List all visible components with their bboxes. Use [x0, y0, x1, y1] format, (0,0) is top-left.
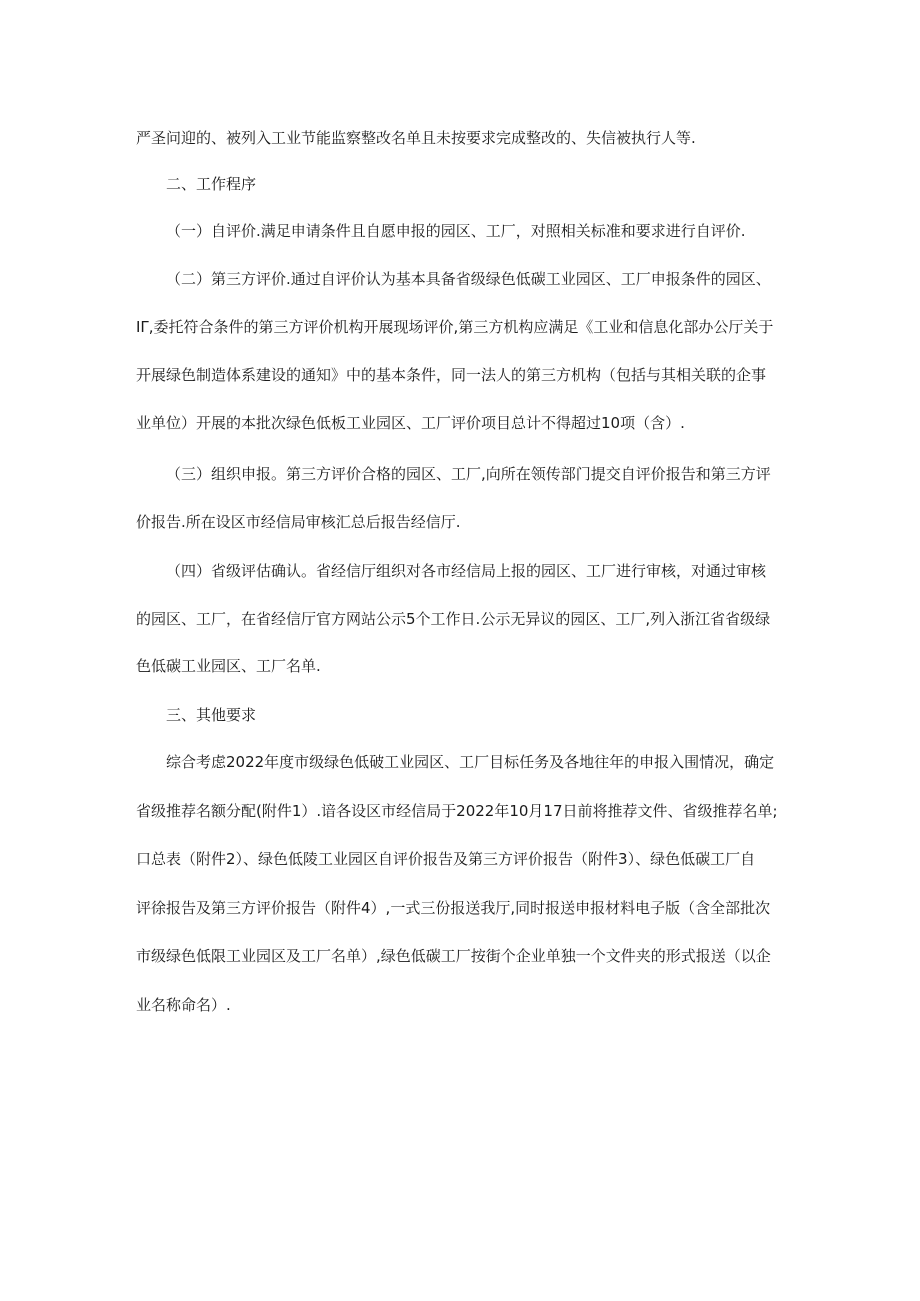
paragraph-line: 市级绿色低限工业园区及工厂名单）,绿色低碳工厂按街个企业单独一个文件夹的形式报送（以企	[136, 947, 771, 965]
paragraph-line: 价报告.所在设区市经信局审核汇总后报告经信厅.	[136, 513, 461, 531]
paragraph-line: 评徐报告及第三方评价报告（附件4）,一式三份报送我厅,同时报送申报材料电子版（含全部批次	[136, 899, 771, 917]
paragraph-line: （一）自评价.满足申请条件且自愿申报的园区、工厂，对照相关标准和要求进行自评价.	[166, 222, 746, 240]
paragraph-line: 的园区、工厂，在省经信厅官方网站公示5个工作日.公示无异议的园区、工厂,列入浙江省省级绿	[136, 610, 771, 628]
paragraph-line: 严圣问迎的、被列入工业节能监察整改名单且未按要求完成整改的、失信被执行人等.	[136, 129, 696, 147]
paragraph-line: 口总表（附件2）、绿色低陵工业园区自评价报告及第三方评价报告（附件3）、绿色低碳工厂自	[136, 850, 756, 868]
section-heading-other-requirements: 三、其他要求	[166, 706, 257, 724]
paragraph-line: 开展绿色制造体系建设的通知》中的基本条件，同一法人的第三方机构（包括与其相关联的企事	[136, 366, 767, 384]
paragraph-line: 综合考虑2022年度市级绿色低破工业园区、工厂目标任务及各地往年的申报入围情况，确定	[166, 753, 775, 771]
paragraph-line: （二）第三方评价.通过自评价认为基本具备省级绿色低碳工业园区、工厂申报条件的园区、	[166, 270, 771, 288]
paragraph-line: IΓ,委托符合条件的第三方评价机构开展现场评价,第三方机构应满足《工业和信息化部办公厅关于	[136, 318, 774, 336]
paragraph-line: 业名称命名）.	[136, 996, 231, 1014]
paragraph-line: （四）省级评估确认。省经信厅组织对各市经信局上报的园区、工厂进行审核，对通过审核	[166, 562, 767, 580]
section-heading-procedure: 二、工作程序	[166, 175, 257, 193]
paragraph-line: 业单位）开展的本批次绿色低板工业园区、工厂评价项目总计不得超过10项（含）.	[136, 414, 685, 432]
paragraph-line: （三）组织申报。第三方评价合格的园区、工厂,向所在领传部门提交自评价报告和第三方评	[166, 465, 771, 483]
paragraph-line: 省级推荐名额分配(附件1）.谙各设区市经信局于2022年10月17日前将推荐文件、省级推荐名单;	[136, 802, 778, 820]
paragraph-line: 色低碳工业园区、工厂名单.	[136, 657, 321, 675]
